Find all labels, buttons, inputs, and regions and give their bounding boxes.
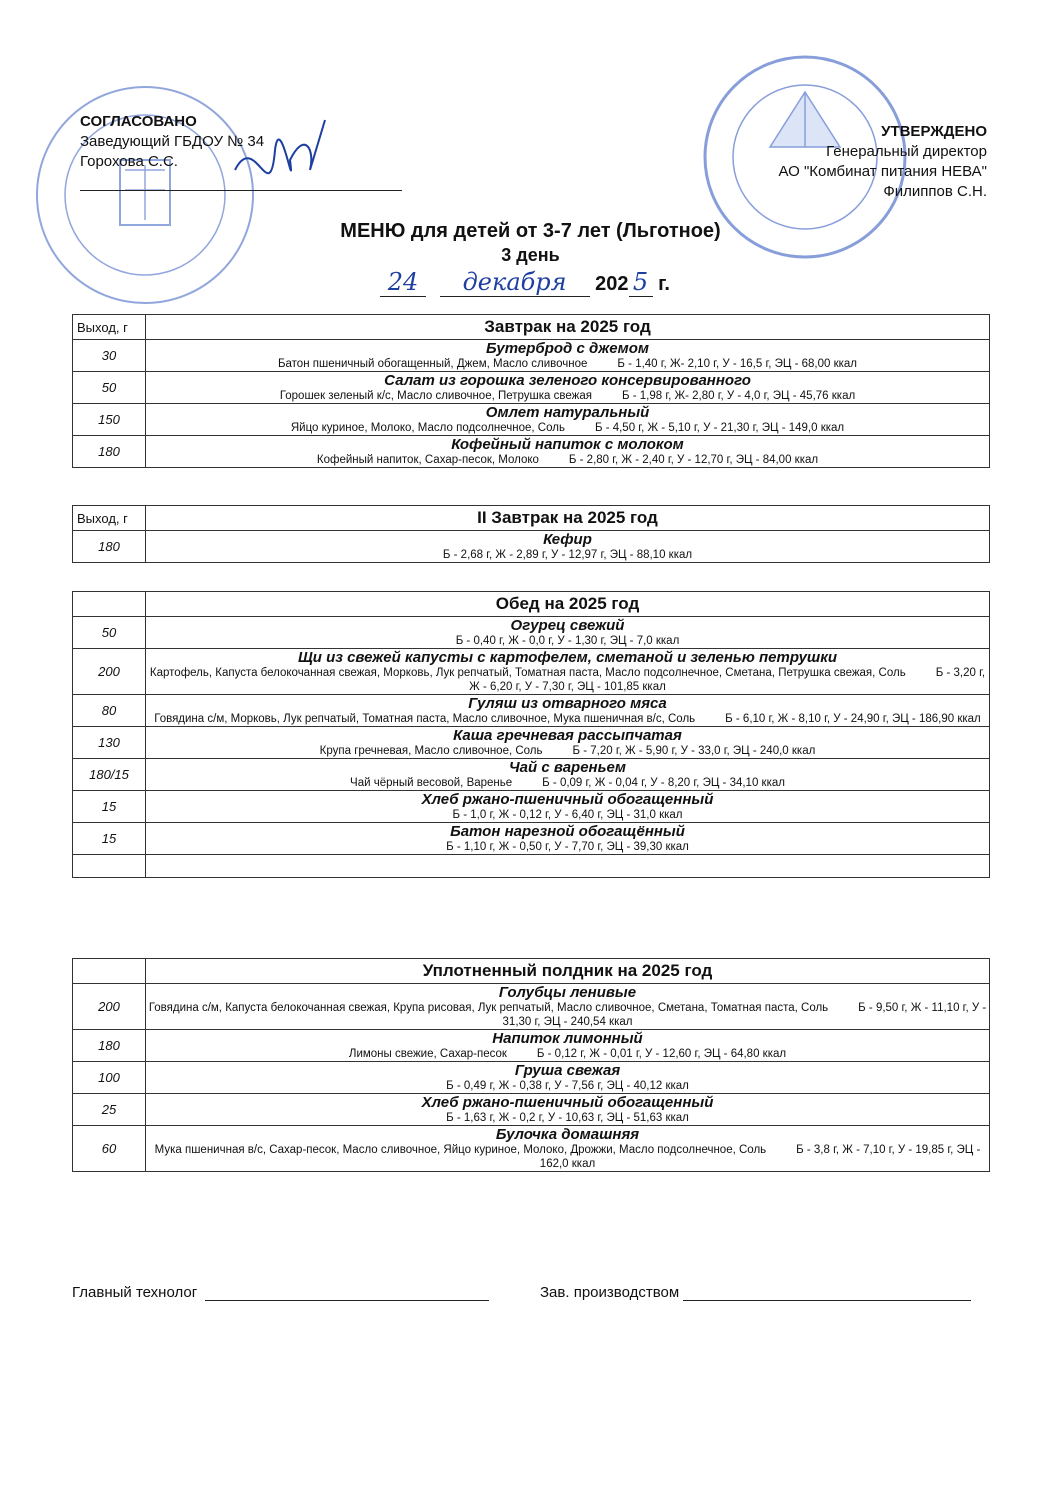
section-title: II Завтрак на 2025 год <box>146 506 990 531</box>
dish-name: Хлеб ржано-пшеничный обогащенный <box>421 791 714 808</box>
dish-row <box>73 1094 990 1126</box>
second-breakfast-table <box>72 505 990 563</box>
approval-title: СОГЛАСОВАНО <box>80 113 197 130</box>
dish-ingredients: Мука пшеничная в/с, Сахар-песок, Масло сливочное, Яйцо куриное, Молоко, Дрожжи, Масло подсолнечное, Соль <box>154 1144 767 1156</box>
menu-title: МЕНЮ для детей от 3-7 лет (Льготное) <box>340 220 721 242</box>
date-year-suffix: 5 <box>629 268 653 297</box>
dish-name: Каша гречневая рассыпчатая <box>453 727 682 744</box>
dish-row <box>73 649 990 695</box>
dish-nutrition: Б - 3,8 г, Ж - 7,10 г, У - 19,85 г, ЭЦ - 162,0 ккал <box>539 1144 981 1170</box>
dish-row <box>73 791 990 823</box>
production-line <box>683 1300 971 1301</box>
dish-nutrition: Б - 4,50 г, Ж - 5,10 г, У - 21,30 г, ЭЦ - 149,0 ккал <box>594 422 845 434</box>
dish-details <box>146 357 989 371</box>
empty-row <box>73 855 990 878</box>
dish-row <box>73 759 990 791</box>
output-header: Выход, г <box>73 506 146 531</box>
dish-cell <box>146 823 990 855</box>
dish-details <box>146 1047 989 1061</box>
dish-name: Салат из горошка зеленого консервированного <box>384 372 751 389</box>
dish-details <box>146 453 989 467</box>
dish-nutrition: Б - 0,09 г, Ж - 0,04 г, У - 8,20 г, ЭЦ - 34,10 ккал <box>542 777 785 789</box>
dish-output: 15 <box>73 791 146 823</box>
dish-nutrition: Б - 7,20 г, Ж - 5,90 г, У - 33,0 г, ЭЦ - 240,0 ккал <box>572 745 816 757</box>
dish-details <box>146 389 989 403</box>
dish-nutrition: Б - 0,40 г, Ж - 0,0 г, У - 1,30 г, ЭЦ - 7,0 ккал <box>455 635 680 647</box>
dish-row <box>73 372 990 404</box>
date-day: 24 <box>380 268 426 297</box>
dish-cell <box>146 695 990 727</box>
dish-name: Огурец свежий <box>510 617 625 634</box>
dish-row <box>73 531 990 563</box>
dish-details <box>146 548 989 562</box>
dish-name: Гуляш из отварного мяса <box>468 695 667 712</box>
breakfast-table <box>72 314 990 468</box>
dish-details <box>146 634 989 648</box>
dish-details <box>146 1001 989 1029</box>
confirmation-person: Филиппов С.Н. <box>883 183 987 200</box>
dish-cell <box>146 727 990 759</box>
dish-row <box>73 695 990 727</box>
dish-nutrition: Б - 0,12 г, Ж - 0,01 г, У - 12,60 г, ЭЦ - 64,80 ккал <box>536 1048 787 1060</box>
dish-nutrition: Б - 3,20 г, Ж - 6,20 г, У - 7,30 г, ЭЦ - 101,85 ккал <box>469 667 986 693</box>
dish-output: 50 <box>73 372 146 404</box>
date-month: декабря <box>440 268 590 297</box>
dish-output: 60 <box>73 1126 146 1172</box>
dish-cell <box>146 791 990 823</box>
dish-cell <box>146 531 990 563</box>
section-title: Обед на 2025 год <box>146 592 990 617</box>
menu-day: 3 день <box>501 245 560 265</box>
dish-details <box>146 421 989 435</box>
dish-ingredients: Крупа гречневая, Масло сливочное, Соль <box>319 745 543 757</box>
dish-ingredients: Говядина с/м, Капуста белокочанная свежая, Крупа рисовая, Лук репчатый, Масло сливочное, Сметана, Томатная паста, Соль <box>148 1002 829 1014</box>
dish-ingredients: Горошек зеленый к/с, Масло сливочное, Петрушка свежая <box>279 390 592 402</box>
dish-details <box>146 776 989 790</box>
menu-date <box>380 268 670 297</box>
dish-output: 30 <box>73 340 146 372</box>
dish-name: Напиток лимонный <box>492 1030 643 1047</box>
dish-ingredients: Батон пшеничный обогащенный, Джем, Масло сливочное <box>277 358 588 370</box>
section-header-row <box>73 315 990 340</box>
date-year-prefix: 202 <box>595 273 629 295</box>
dish-cell <box>146 436 990 468</box>
technologist-label: Главный технолог <box>72 1284 198 1301</box>
dish-details <box>146 840 989 854</box>
dish-ingredients: Лимоны свежие, Сахар-песок <box>348 1048 507 1060</box>
empty-cell <box>146 855 990 878</box>
confirmation-title: УТВЕРЖДЕНО <box>881 123 987 140</box>
dish-row <box>73 340 990 372</box>
output-header: Выход, г <box>73 315 146 340</box>
dish-output: 150 <box>73 404 146 436</box>
dish-nutrition: Б - 1,98 г, Ж- 2,80 г, У - 4,0 г, ЭЦ - 45,76 ккал <box>621 390 856 402</box>
date-suffix: г. <box>658 273 670 295</box>
dish-details <box>146 1111 989 1125</box>
dish-cell <box>146 372 990 404</box>
dish-name: Бутерброд с джемом <box>486 340 649 357</box>
dish-nutrition: Б - 2,80 г, Ж - 2,40 г, У - 12,70 г, ЭЦ - 84,00 ккал <box>568 454 819 466</box>
dish-row <box>73 823 990 855</box>
dish-nutrition: Б - 1,10 г, Ж - 0,50 г, У - 7,70 г, ЭЦ - 39,30 ккал <box>446 841 689 853</box>
dish-details <box>146 744 989 758</box>
approval-position: Заведующий ГБДОУ № 34 <box>80 133 265 150</box>
dish-cell <box>146 1094 990 1126</box>
confirmation-company: АО "Комбинат питания НЕВА" <box>778 163 987 180</box>
output-header <box>73 592 146 617</box>
dish-output: 15 <box>73 823 146 855</box>
confirmation-position: Генеральный директор <box>826 143 987 160</box>
dish-row <box>73 1126 990 1172</box>
dish-output: 180 <box>73 436 146 468</box>
production-signature <box>540 1284 971 1301</box>
dish-details <box>146 1079 989 1093</box>
section-title: Завтрак на 2025 год <box>146 315 990 340</box>
snack-table <box>72 958 990 1172</box>
dish-name: Голубцы ленивые <box>498 984 637 1001</box>
dish-name: Омлет натуральный <box>485 404 650 421</box>
dish-details <box>146 808 989 822</box>
dish-output: 100 <box>73 1062 146 1094</box>
dish-cell <box>146 984 990 1030</box>
dish-ingredients: Картофель, Капуста белокочанная свежая, Морковь, Лук репчатый, Томатная паста, Масло подсолнечное, Сметана, Петрушка свежая, Соль <box>149 667 906 679</box>
dish-nutrition: Б - 0,49 г, Ж - 0,38 г, У - 7,56 г, ЭЦ - 40,12 ккал <box>446 1080 689 1092</box>
dish-name: Кофейный напиток с молоком <box>451 436 684 453</box>
dish-row <box>73 727 990 759</box>
section-header-row <box>73 592 990 617</box>
dish-cell <box>146 340 990 372</box>
dish-name: Чай с вареньем <box>509 759 626 776</box>
output-header <box>73 959 146 984</box>
dish-name: Булочка домашняя <box>495 1126 640 1143</box>
dish-nutrition: Б - 6,10 г, Ж - 8,10 г, У - 24,90 г, ЭЦ - 186,90 ккал <box>725 713 981 725</box>
section-title: Уплотненный полдник на 2025 год <box>146 959 990 984</box>
technologist-signature <box>72 1284 489 1301</box>
dish-cell <box>146 1030 990 1062</box>
dish-output: 25 <box>73 1094 146 1126</box>
dish-nutrition: Б - 9,50 г, Ж - 11,10 г, У - 31,30 г, ЭЦ - 240,54 ккал <box>502 1002 987 1028</box>
dish-details <box>146 1143 989 1171</box>
dish-row <box>73 404 990 436</box>
dish-nutrition: Б - 1,0 г, Ж - 0,12 г, У - 6,40 г, ЭЦ - 31,0 ккал <box>452 809 683 821</box>
technologist-line <box>205 1300 489 1301</box>
dish-output: 180 <box>73 531 146 563</box>
dish-cell <box>146 617 990 649</box>
approval-signature-line <box>80 190 402 191</box>
empty-cell <box>73 855 146 878</box>
dish-output: 200 <box>73 984 146 1030</box>
dish-details <box>146 666 989 694</box>
production-label: Зав. производством <box>540 1284 680 1301</box>
dish-ingredients: Кофейный напиток, Сахар-песок, Молоко <box>316 454 539 466</box>
dish-cell <box>146 649 990 695</box>
section-header-row <box>73 959 990 984</box>
dish-nutrition: Б - 1,63 г, Ж - 0,2 г, У - 10,63 г, ЭЦ - 51,63 ккал <box>446 1112 689 1124</box>
lunch-table <box>72 591 990 878</box>
dish-output: 180 <box>73 1030 146 1062</box>
dish-output: 180/15 <box>73 759 146 791</box>
dish-output: 130 <box>73 727 146 759</box>
dish-cell <box>146 1126 990 1172</box>
dish-output: 200 <box>73 649 146 695</box>
dish-nutrition: Б - 1,40 г, Ж- 2,10 г, У - 16,5 г, ЭЦ - 68,00 ккал <box>617 358 858 370</box>
dish-name: Щи из свежей капусты с картофелем, сметаной и зеленью петрушки <box>297 649 838 666</box>
dish-ingredients: Говядина с/м, Морковь, Лук репчатый, Томатная паста, Масло сливочное, Мука пшеничная в/с, Соль <box>154 713 696 725</box>
dish-details <box>146 712 989 726</box>
dish-cell <box>146 759 990 791</box>
approval-block <box>80 112 264 172</box>
dish-output: 80 <box>73 695 146 727</box>
dish-name: Груша свежая <box>514 1062 621 1079</box>
dish-ingredients: Чай чёрный весовой, Варенье <box>350 777 513 789</box>
dish-row <box>73 984 990 1030</box>
dish-name: Кефир <box>543 531 592 548</box>
dish-ingredients: Яйцо куриное, Молоко, Масло подсолнечное, Соль <box>290 422 565 434</box>
confirmation-block <box>778 122 987 202</box>
dish-row <box>73 1030 990 1062</box>
dish-cell <box>146 404 990 436</box>
dish-row <box>73 617 990 649</box>
dish-row <box>73 1062 990 1094</box>
dish-output: 50 <box>73 617 146 649</box>
section-header-row <box>73 506 990 531</box>
dish-name: Хлеб ржано-пшеничный обогащенный <box>421 1094 714 1111</box>
approval-person: Горохова С.С. <box>80 153 178 170</box>
dish-row <box>73 436 990 468</box>
dish-cell <box>146 1062 990 1094</box>
dish-name: Батон нарезной обогащённый <box>450 823 685 840</box>
dish-nutrition: Б - 2,68 г, Ж - 2,89 г, У - 12,97 г, ЭЦ - 88,10 ккал <box>442 549 693 561</box>
